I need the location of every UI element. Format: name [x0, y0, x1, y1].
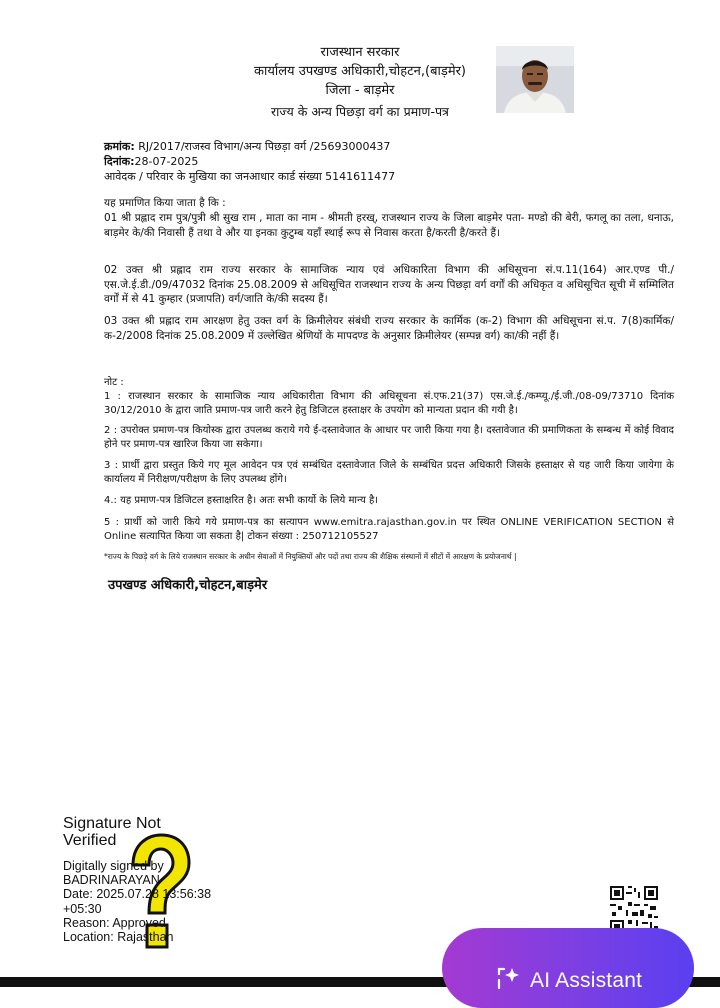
note-5: 5 : प्रार्थी को जारी किये गये प्रमाण-पत्र का सत्यापन www.emitra.rajasthan.gov.in पर स्थित ONLINE VERIFICATION SECTION से Online सत्यापित किया जा सकता है| टोकन संख्या : 250712105527	[104, 517, 674, 542]
kramank-value: RJ/2017/राजस्व विभाग/अन्य पिछड़ा वर्ग /25693000437	[138, 140, 391, 153]
paragraph-03: 03 उक्त श्री प्रह्लाद राम आरक्षण हेतु उक्त वर्ग के क्रिमीलेयर संबंधी राज्य सरकार के कार्मिक (क-2) विभाग की अधिसूचना सं.प. 7(8)कार्मिक/क-2/2008 दिनांक 25.08.2009 में उल्लेखित श्रेणियों के मापदण्ड के अनुसार क्रिमीलेयर (सम्पन्न वर्ग) का/की नहीं हैं।	[104, 315, 674, 342]
note-2: 2 : उपरोक्त प्रमाण-पत्र कियोस्क द्वारा उपलब्ध कराये गये ई-दस्तावेजात के आधार पर जारी किया गया है। दस्तावेजात की प्रमाणिकता के सम्बन्ध में कोई विवाद होने पर प्रमाण-पत्र खारिज किया जा सकेगा।	[104, 425, 674, 450]
header-office: कार्यालय उपखण्ड अधिकारी,चोहटन,(बाड़मेर)	[253, 64, 466, 79]
intro-text: यह प्रमाणित किया जाता है कि :	[104, 197, 226, 209]
janaadhar-number: आवेदक / परिवार के मुखिया का जनआधार कार्ड संख्या 5141611477	[104, 170, 396, 183]
note-1: 1 : राजस्थान सरकार के सामाजिक न्याय अधिकारीता विभाग की अधिसूचना सं.एफ.21(37) एस.जे.ई./कम्प्यू./ई.जी./08-09/73710 दिनांक 30/12/2010 के द्वारा जाति प्रमाण-पत्र जारी करने हेतु डिजिटल हस्ताक्षर के उपयोग को मान्यता प्रदान की गयी है।	[104, 391, 674, 416]
ai-assistant-button[interactable]	[442, 928, 694, 1008]
signature-status: Signature Not Verified	[63, 815, 161, 849]
signature-line-3: Date: 2025.07.28 13:56:38	[63, 887, 212, 902]
ai-sparkle-icon	[496, 966, 522, 992]
signature-line-5: Reason: Approved	[63, 915, 166, 930]
header-district: जिला - बाड़मेर	[325, 83, 395, 98]
certificate-date	[104, 154, 664, 169]
signature-line-6: Location: Rajasthan	[63, 930, 174, 945]
footnote: *राज्य के पिछड़े वर्ग के लिये राजस्थान सरकार के अधीन सेवाओं में नियुक्तियों और पदों तथा राज्य की शैक्षिक संस्थानों में सीटों में आरक्षण के प्रयोजनार्थ |	[104, 552, 517, 561]
header-certificate-title: राज्य के अन्य पिछड़ा वर्ग का प्रमाण-पत्र	[271, 104, 449, 119]
signature-line-2: BADRINARAYAN	[63, 873, 160, 888]
note-4: 4.: यह प्रमाण-पत्र डिजिटल हस्ताक्षरित है। अतः सभी कार्यो के लिये मान्य है।	[104, 495, 379, 506]
paragraph-02: 02 उक्त श्री प्रह्लाद राम राज्य सरकार के सामाजिक न्याय एवं अधिकारिता विभाग की अधिसूचना सं.प.11(164) आर.एण्ड पी./एस.जे.ई.डी./09/47032 दिनांक 25.08.2009 से अधिसूचित राजस्थान राज्य के अन्य पिछड़ा वर्ग वर्गों की अधिकृत व अधिसूचित सूची में सम्मिलित वर्गों में से 41 कुम्हार (प्रजापति) वर्ग/जाति के/की सदस्य हैं।	[104, 264, 674, 305]
signature-line-4: +05:30	[63, 901, 102, 916]
ai-assistant-label: AI Assistant	[530, 969, 643, 992]
signature-details	[63, 859, 213, 944]
header-government: राजस्थान सरकार	[320, 45, 400, 60]
signature-line-1: Digitally signed by	[63, 859, 164, 873]
dinank-label: दिनांक:	[104, 155, 135, 168]
note-3: 3 : प्रार्थी द्वारा प्रस्तुत किये गए मूल आवेदन पत्र एवं सम्बंधित दस्तावेजात जिले के सम्बंधित प्रदत्त अधिकारी जिसके हस्ताक्षर से यह जारी किया जायेगा के कार्यालय में निरीक्षण/परीक्षण के लिए उपलब्ध होंगे।	[104, 460, 674, 485]
notes-heading: नोट :	[104, 377, 124, 388]
digital-signature-block	[63, 815, 213, 955]
certificate-number	[104, 139, 664, 154]
kramank-label: क्रमांक:	[104, 140, 135, 153]
applicant-photo	[496, 46, 574, 113]
dinank-value: 28-07-2025	[134, 155, 199, 168]
office-signatory: उपखण्ड अधिकारी,चोहटन,बाड़मेर	[108, 578, 268, 593]
paragraph-01: 01 श्री प्रह्लाद राम पुत्र/पुत्री श्री सुख राम , माता का नाम - श्रीमती हरख्, राजस्थान राज्य के जिला बाड़मेर पता- मण्डो की बेरी, फगलू का तला, धनाऊ, बाड़मेर के/की निवासी हैं तथा वे और या इनका कुटुम्ब यहाँ स्थाई रूप से निवास करता है/करती है/करते हैं।	[104, 212, 674, 239]
